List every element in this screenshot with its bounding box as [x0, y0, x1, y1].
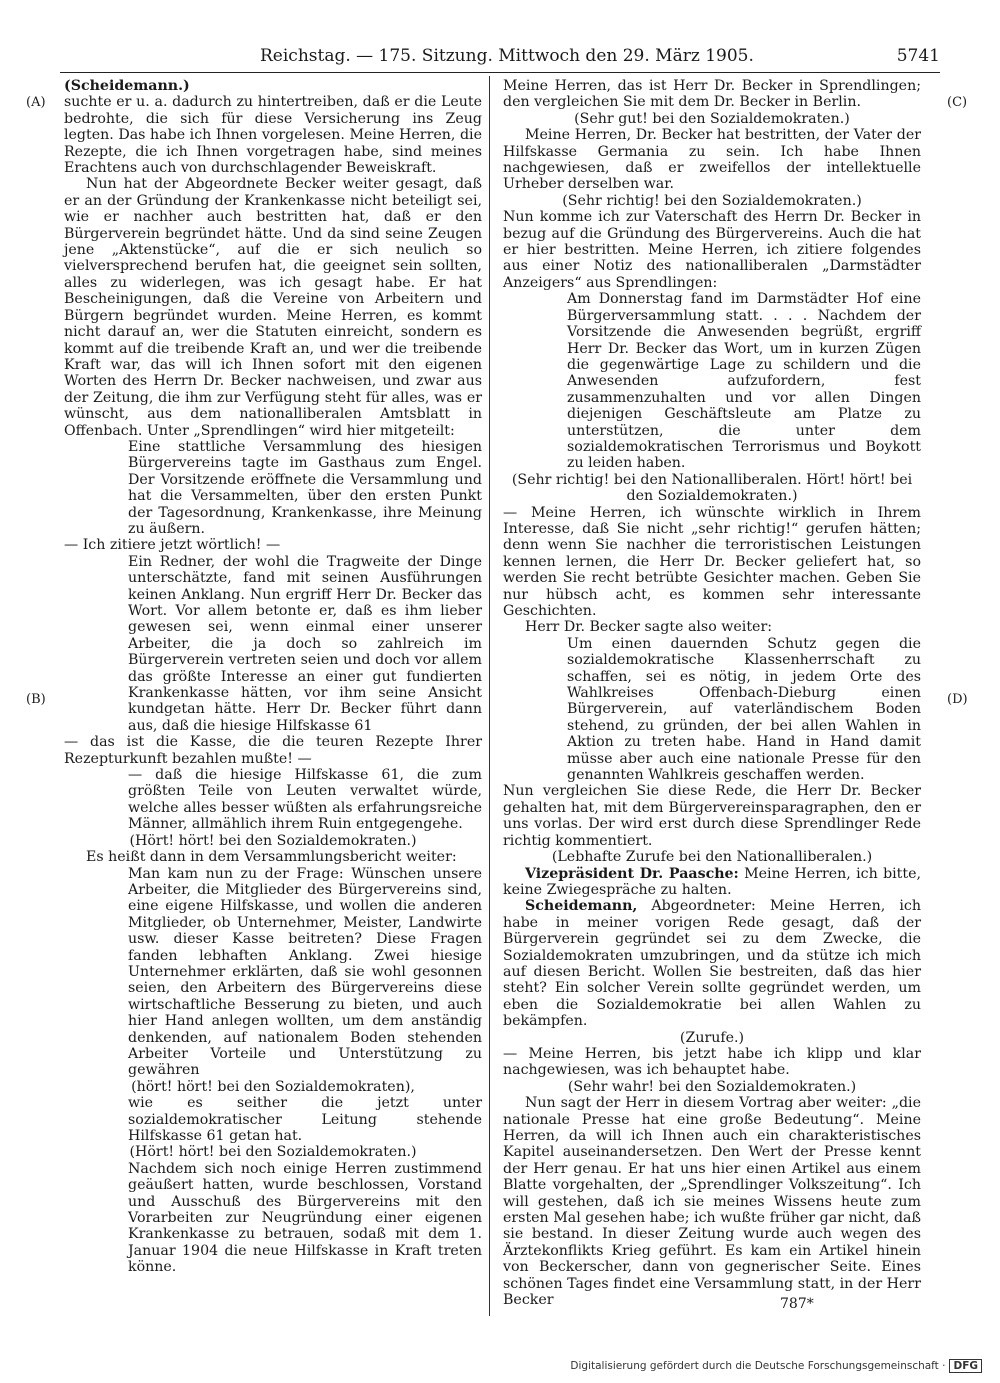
reaction: (Sehr wahr! bei den Sozialdemokraten.)	[567, 1078, 857, 1095]
right-column	[503, 78, 921, 1308]
quotation: Man kam nun zu der Frage: Wünschen unsere Arbeiter, die Mitglieder des Bürgervereins sind, eine eigene Hilfskasse, und wollen die anderen Mitglieder, ob Unternehmer, Meister, Landwirte usw. dieser Kasse beitreten? Diese Fragen fanden lebhaften Anklang. Zwei hiesige Unternehmer erklärten, daß sie wohl gesonnen seien, den Arbeitern des Bürgervereins diese wirtschaftliche Besserung zu bieten, und auch hier Hand anlegen wollten, um dem anständig denkenden, auf nationalem Boden stehenden Arbeiter Vorteile und Unterstützung zu gewähren	[128, 865, 482, 1079]
running-header	[60, 46, 940, 70]
paragraph: Meine Herren, das ist Herr Dr. Becker in Sprendlingen; den vergleichen Sie mit dem Dr. Becker in Berlin.	[503, 78, 921, 111]
margin-mark-d: (D)	[947, 692, 968, 707]
paragraph: Meine Herren, Dr. Becker hat bestritten, der Vater der Hilfskasse Germania zu sein. Ich habe Ihnen nachgewiesen, daß er zweifellos der intellektuelle Urheber derselben war.	[503, 127, 921, 193]
speaker-name: Scheidemann,	[525, 898, 638, 915]
quotation: Nachdem sich noch einige Herren zustimmend geäußert hatten, wurde beschlossen, Vorstand und Ausschuß des Bürgervereins mit den Vorarbeiten zur Neugründung einer eigenen Krankenkasse zu betrauen, sodaß mit dem 1. Januar 1904 die neue Hilfskasse in Kraft treten könne.	[128, 1160, 482, 1276]
remark-text: Meine Herren, ich bitte, keine Zwiegespräche zu halten.	[503, 865, 921, 898]
reaction: (hört! hört! bei den Sozialdemokraten),	[131, 1078, 415, 1095]
header-rule	[60, 72, 940, 73]
quotation: Eine stattliche Versammlung des hiesigen Bürgervereins tagte im Gasthaus zum Engel. Der Vorsitzende eröffnete die Versammlung und hat die Versammelten, über den ersten Punkt der Tagesordnung, Krankenkasse, ihre Meinung zu äußern.	[128, 438, 482, 537]
quotation: Am Donnerstag fand im Darmstädter Hof eine Bürgerversammlung statt. . . . Nachdem der Vorsitzende die Anwesenden begrüßt, ergriff Herr Dr. Becker das Wort, um in kurzen Zügen die gegenwärtige Lage zu schildern und die Anwesenden aufzufordern, fest zusammenzuhalten und vor allen Dingen diejenigen Geschäftsleute am Platze zu unterstützen, die unter dem sozialdemokratischen Terrorismus und Boykott zu leiden haben.	[567, 291, 921, 472]
reaction: (Zurufe.)	[679, 1029, 745, 1046]
paragraph: — Meine Herren, ich wünschte wirklich in Ihrem Interesse, daß Sie nicht „sehr richtig!“ gerufen hätten; denn wenn Sie nachher die terroristischen Leistungen kennen lernen, die Herr Dr. Becker geliefert hat, so werden Sie recht betrübte Gesichter machen. Geben Sie nur hübsch acht, es kommen sehr interessante Geschichten.	[503, 504, 921, 619]
quotation: Ein Redner, der wohl die Tragweite der Dinge unterschätzte, fand mit seinen Ausführungen keinen Anklang. Nun ergriff Herr Dr. Becker das Wort. Vor allem betonte er, daß es ihm lieber gewesen sei, wenn einmal einer unserer Arbeiter, die ja doch so zahlreich im Bürgerverein vertreten seien und doch vor allem das größte Interesse an einer gut fundierten Krankenkasse hätten, vor ihm seine Ansicht kundgetan hätte. Herr Dr. Becker führt dann aus, daß die hiesige Hilfskasse 61	[128, 553, 482, 734]
margin-mark-c: (C)	[947, 95, 968, 110]
speaker-continuation: (Scheidemann.)	[64, 78, 190, 94]
margin-mark-a: (A)	[26, 95, 46, 110]
paragraph: suchte er u. a. dadurch zu hintertreiben, daß er die Leute bedrohte, die sich für diese Versicherung ins Zeug legten. Das habe ich Ihnen vorgelesen. Meine Herren, die Rezepte, die ich Ihnen vorgetragen habe, sind meines Erachtens auch von durchschlagender Beweiskraft.	[64, 94, 482, 177]
sheet-signature: 787*	[780, 1296, 814, 1312]
speech-text: Abgeordneter: Meine Herren, ich habe in meiner vorigen Rede gesagt, daß der Bürgerverein gegründet sei zu dem Zwecke, die Sozialdemokraten umzubringen, und da stütze ich mich auf diesen Bericht. Wollen Sie bestreiten, daß das hier steht? Ein solcher Verein sollte gegründet werden, um eben die Sozialdemokratie bei allen Wahlen zu bekämpfen.	[503, 898, 921, 1030]
paragraph: Herr Dr. Becker sagte also weiter:	[525, 619, 773, 636]
paragraph: Nun hat der Abgeordnete Becker weiter gesagt, daß er an der Gründung der Krankenkasse nicht beteiligt sei, wie er nachher auch bestritten hat, daß er den Bürgerverein begründet hätte. Und da sind seine Zeugen jene „Aktenstücke“, auf die er sich neulich so vielversprechend berufen hat, die geeignet sein sollten, alles zu widerlegen, was ich gesagt habe. Er hat Bescheinigungen, daß die Vereine von Arbeitern und Bürgern begründet wurden. Meine Herren, es kommt nicht darauf an, wer die Statuten einreicht, sondern es kommt auf die treibende Kraft an, und wer die treibende Kraft war, das will ich Ihnen sofort mit den eigenen Worten des Herrn Dr. Becker nachweisen, und zwar aus der Zeitung, die ihm zur Verfügung steht für alles, was er wünscht, aus dem nationalliberalen Amtsblatt in Offenbach. Unter „Sprendlingen“ wird hier mitgeteilt:	[64, 176, 482, 439]
page-number: 5741	[896, 46, 940, 66]
paragraph: Nun komme ich zur Vaterschaft des Herrn Dr. Becker in bezug auf die Gründung des Bürgervereins. Auch die hat er hier bestritten. Meine Herren, ich zitiere folgendes aus einer Notiz des nationalliberalen „Darmstädter Anzeigers“ aus Sprendlingen:	[503, 209, 921, 291]
left-column	[64, 78, 482, 1276]
footer	[570, 1359, 982, 1373]
paragraph: — Meine Herren, bis jetzt habe ich klipp und klar nachgewiesen, was ich behauptet habe.	[503, 1045, 921, 1079]
paragraph: Nun sagt der Herr in diesem Vortrag aber weiter: „die nationale Presse hat eine große Bedeutung“. Meine Herren, da will ich Ihnen auch ein charakteristisches Kapitel auseinandersetzen. Den Wert der Presse kennt der Herr genau. Er hat uns hier einen Artikel aus einem Blatte vorgehalten, der „Sprendlinger Volkszeitung“. Ich will gestehen, daß ich sie meines Wissens heute zum ersten Mal gesehen habe; ich wußte früher gar nicht, daß sie bestand. In dieser Zeitung wurde auch wegen des Ärztekonflikts Krieg geführt. Es kam ein Artikel hinein von Beckerscher, dann von gegnerischer Seite. Eines schönen Tages findet eine Versammlung statt, in der Herr Becker	[503, 1095, 921, 1309]
footer-text: Digitalisierung gefördert durch die Deutsche Forschungsgemeinschaft ·	[570, 1360, 946, 1372]
speech-start	[503, 898, 921, 1029]
column-divider	[489, 76, 490, 1316]
paragraph: — Ich zitiere jetzt wörtlich! —	[64, 537, 281, 554]
reaction: (Hört! hört! bei den Sozialdemokraten.)	[129, 1144, 417, 1161]
reaction: (Lebhafte Zurufe bei den Nationalliberalen.)	[551, 849, 873, 866]
speaker-name: Vizepräsident Dr. Paasche:	[525, 865, 739, 882]
reaction: (Hört! hört! bei den Sozialdemokraten.)	[129, 832, 417, 849]
paragraph: Es heißt dann in dem Versammlungsbericht weiter:	[86, 849, 457, 866]
quotation: wie es seither die jetzt unter sozialdemokratischer Leitung stehende Hilfskasse 61 getan hat.	[128, 1095, 482, 1144]
margin-mark-b: (B)	[26, 692, 46, 707]
reaction: (Sehr richtig! bei den Sozialdemokraten.)	[562, 192, 862, 209]
paragraph: Nun vergleichen Sie diese Rede, die Herr Dr. Becker gehalten hat, mit dem Bürgervereinsparagraphen, den er uns vorlas. Der wird erst durch diese Sprendlinger Rede richtig kommentiert.	[503, 783, 921, 849]
header-title: Reichstag. — 175. Sitzung. Mittwoch den 29. März 1905.	[260, 46, 754, 66]
quotation: Um einen dauernden Schutz gegen die sozialdemokratische Klassenherrschaft zu schaffen, sei es nötig, in jedem Orte des Wahlkreises Offenbach-Dieburg einen Bürgerverein, auf vaterländischem Boden stehend, zu gründen, der bei allen Wahlen in Aktion zu treten habe. Hand in Hand damit müsse aber auch eine nationale Presse für den genannten Wahlkreis geschaffen werden.	[567, 635, 921, 784]
dfg-logo-icon: DFG	[949, 1359, 982, 1373]
reaction: (Sehr gut! bei den Sozialdemokraten.)	[574, 110, 850, 127]
quotation: — daß die hiesige Hilfskasse 61, die zum größten Teile von Leuten verwaltet würde, welche alles besser wüßten als erfahrungsreiche Männer, allmählich ihrem Ruin entgegengehe.	[128, 767, 482, 833]
reaction: (Sehr richtig! bei den Nationalliberalen. Hört! hört! bei den Sozialdemokraten.)	[511, 471, 913, 505]
paragraph: — das ist die Kasse, die die teuren Rezepte Ihrer Rezepturkunft bezahlen mußte! —	[64, 734, 482, 767]
vice-president-remark	[503, 866, 921, 899]
